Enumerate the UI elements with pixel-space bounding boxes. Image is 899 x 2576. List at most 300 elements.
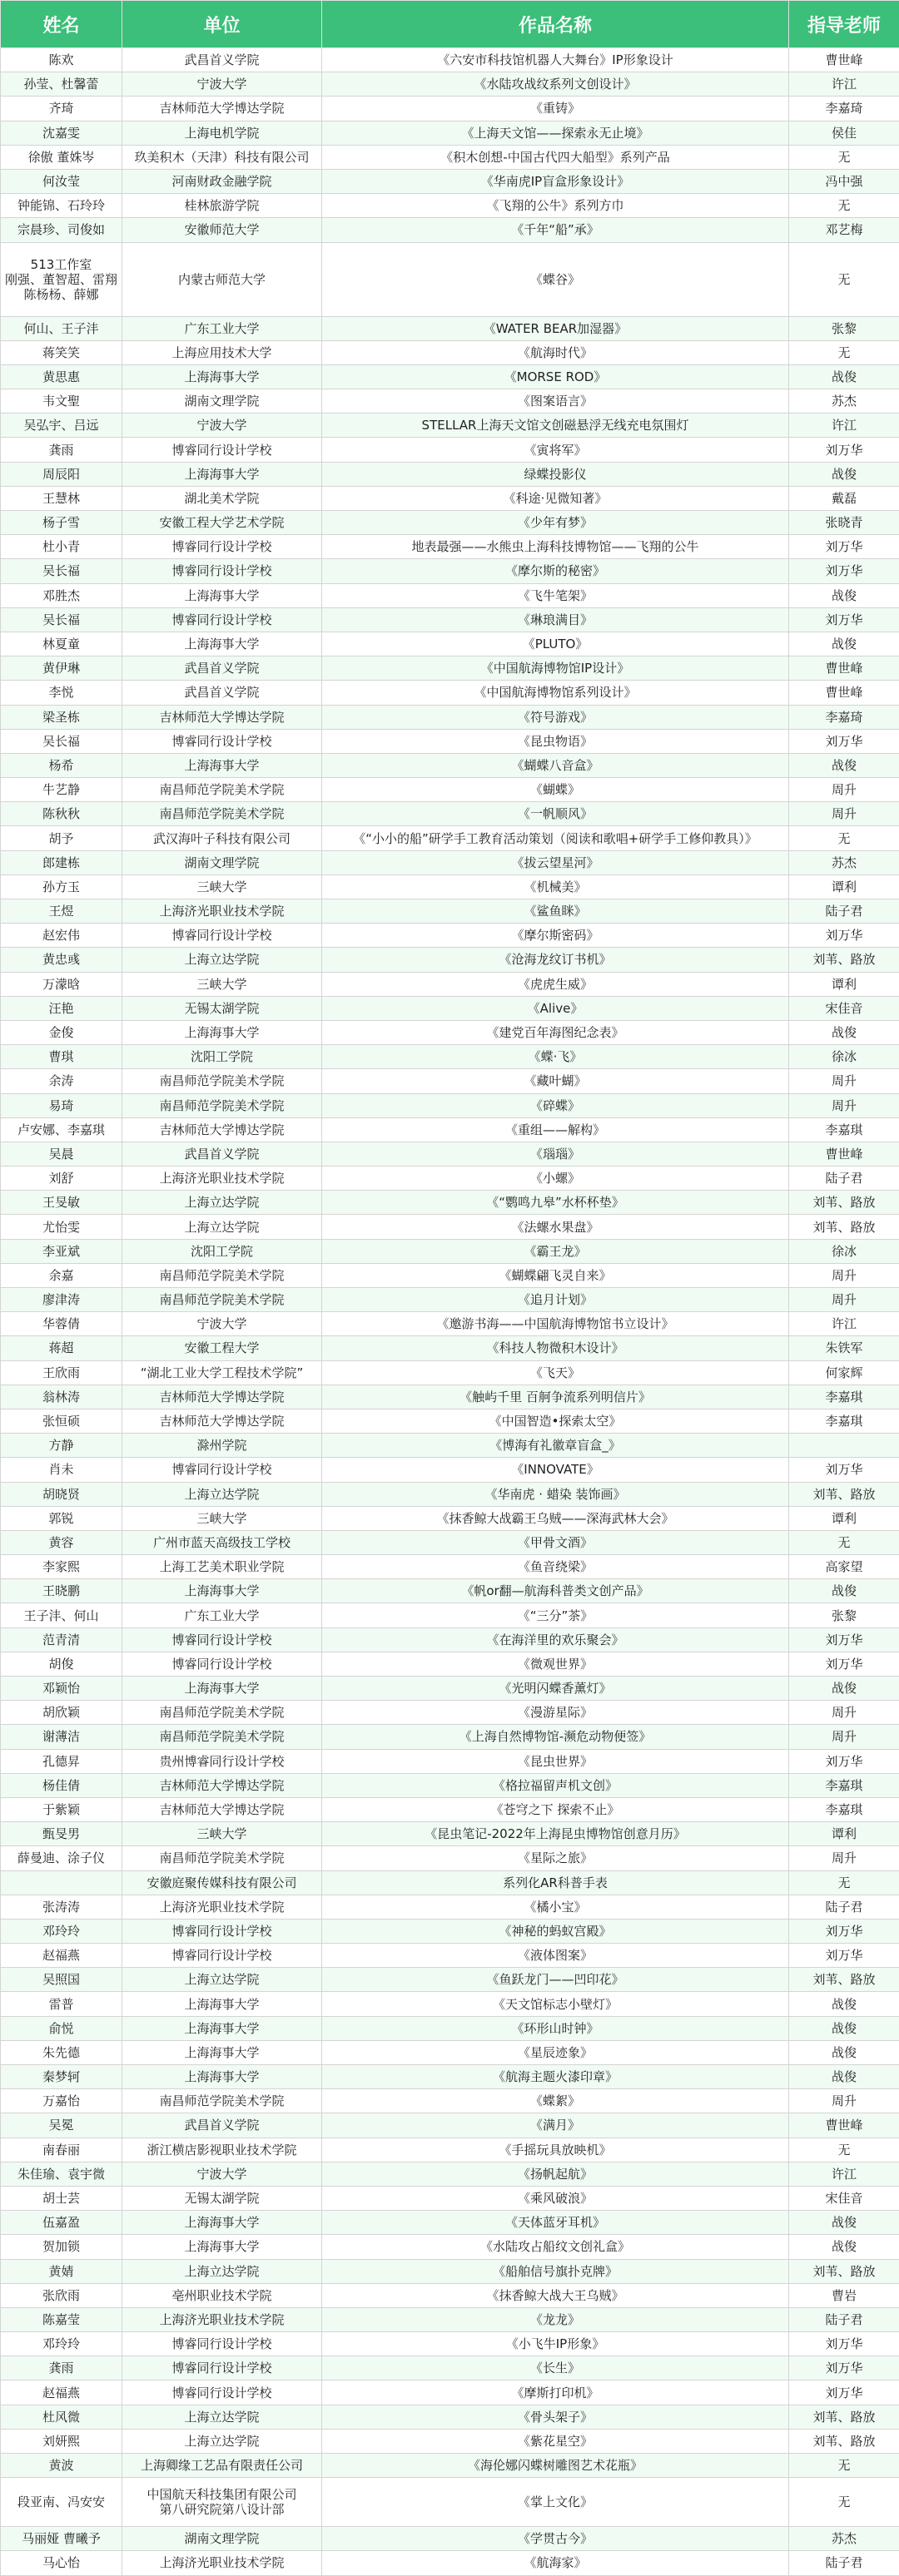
table-row [1, 948, 899, 972]
table-row [1, 972, 899, 996]
cell-work-title: 《昆虫笔记-2022年上海昆虫博物馆创意月历》 [322, 1822, 789, 1846]
cell-name: 吴晨 [1, 1142, 122, 1166]
table-row [1, 632, 899, 656]
cell-unit: 博睿同行设计学校 [122, 1652, 322, 1676]
cell-unit: 南昌师范学院美术学院 [122, 1701, 322, 1725]
cell-name: 刘舒 [1, 1167, 122, 1191]
cell-name: 何汝莹 [1, 169, 122, 193]
cell-unit: 上海济光职业技术学院 [122, 2551, 322, 2575]
cell-unit: 中国航天科技集团有限公司 第八研究院第八设计部 [122, 2478, 322, 2527]
cell-advisor: 李嘉琦 [789, 97, 899, 121]
cell-work-title: 《中国航海博物馆系列设计》 [322, 681, 789, 705]
cell-work-title: 《符号游戏》 [322, 705, 789, 729]
cell-name: 汪艳 [1, 996, 122, 1020]
cell-unit: 广州市蓝天高级技工学校 [122, 1530, 322, 1554]
cell-work-title: 《光明闪蝶香薰灯》 [322, 1677, 789, 1701]
header-unit: 单位 [122, 1, 322, 48]
cell-work-title: 《摩尔斯密码》 [322, 924, 789, 948]
cell-advisor: 刘苇、路放 [789, 1191, 899, 1215]
cell-advisor: 张黎 [789, 1603, 899, 1627]
cell-work-title: 《橘小宝》 [322, 1895, 789, 1919]
cell-work-title: 《积木创想-中国古代四大船型》系列产品 [322, 145, 789, 169]
cell-unit: 玖美积木（天津）科技有限公司 [122, 145, 322, 169]
cell-advisor: 刘苇、路放 [789, 948, 899, 972]
cell-unit: 广东工业大学 [122, 316, 322, 340]
cell-work-title: 《华南虎 · 蜡染 装饰画》 [322, 1482, 789, 1506]
cell-unit: 湖南文理学院 [122, 389, 322, 414]
cell-name: 吴冕 [1, 2113, 122, 2138]
cell-name: 余嘉 [1, 1263, 122, 1287]
cell-advisor: 曹岩 [789, 2283, 899, 2307]
cell-name: 胡欣颖 [1, 1701, 122, 1725]
cell-unit: 上海海事大学 [122, 2211, 322, 2235]
cell-advisor: 刘万华 [789, 1749, 899, 1773]
table-row [1, 1725, 899, 1749]
cell-work-title: 《格拉福留声机文创》 [322, 1773, 789, 1797]
cell-unit: 吉林师范大学博达学院 [122, 1117, 322, 1142]
table-row [1, 2356, 899, 2380]
cell-work-title: 《瑙瑙》 [322, 1142, 789, 1166]
cell-work-title: 《华南虎IP盲盒形象设计》 [322, 169, 789, 193]
cell-name: 薛曼迪、涂子仪 [1, 1846, 122, 1870]
table-row [1, 97, 899, 121]
table-row [1, 826, 899, 850]
table-row [1, 2138, 899, 2162]
cell-work-title: 绿蝶投影仪 [322, 462, 789, 486]
cell-work-title: 《MORSE ROD》 [322, 364, 789, 389]
cell-name: 王子沣、何山 [1, 1603, 122, 1627]
cell-advisor: 高家望 [789, 1555, 899, 1579]
cell-work-title: 《中国智造•探索太空》 [322, 1409, 789, 1433]
table-row [1, 1215, 899, 1239]
cell-unit: 吉林师范大学博达学院 [122, 1385, 322, 1409]
cell-name: 林夏童 [1, 632, 122, 656]
cell-work-title: 《WATER BEAR加湿器》 [322, 316, 789, 340]
cell-work-title: 《拔云望星河》 [322, 850, 789, 874]
cell-name: 黄忠彧 [1, 948, 122, 972]
cell-work-title: STELLAR上海天文馆文创磁悬浮无线充电氛围灯 [322, 414, 789, 438]
table-row [1, 2551, 899, 2575]
cell-name: 邓胜杰 [1, 583, 122, 607]
cell-advisor: 李嘉琪 [789, 1797, 899, 1821]
cell-work-title: 《小螺》 [322, 1167, 789, 1191]
cell-advisor: 刘苇、路放 [789, 2405, 899, 2429]
cell-work-title: 《科技人物微积木设计》 [322, 1336, 789, 1360]
cell-work-title: 《博海有礼徽章盲盒_》 [322, 1434, 789, 1458]
cell-name: 马心怡 [1, 2551, 122, 2575]
cell-advisor: 徐冰 [789, 1239, 899, 1263]
cell-advisor: 战俊 [789, 2235, 899, 2259]
table-row [1, 1968, 899, 1992]
cell-advisor: 战俊 [789, 1020, 899, 1044]
table-row [1, 1117, 899, 1142]
cell-advisor: 刘苇、路放 [789, 1215, 899, 1239]
cell-name: 甄旻男 [1, 1822, 122, 1846]
cell-work-title: 《蝶谷》 [322, 242, 789, 316]
cell-work-title: 《机械美》 [322, 874, 789, 899]
table-row [1, 850, 899, 874]
cell-work-title: 《学贯古今》 [322, 2527, 789, 2551]
cell-unit: 武昌首义学院 [122, 656, 322, 681]
cell-work-title: 《抹香鲸大战霸王乌贼——深海武林大会》 [322, 1506, 789, 1530]
cell-name: 宗晨珍、司俊如 [1, 218, 122, 242]
cell-advisor: 刘万华 [789, 2356, 899, 2380]
table-row [1, 2527, 899, 2551]
cell-work-title: 《长生》 [322, 2356, 789, 2380]
cell-name: 孙莹、杜馨蕾 [1, 72, 122, 97]
table-row [1, 1603, 899, 1627]
cell-unit: 湖北美术学院 [122, 486, 322, 510]
cell-name: 曹琪 [1, 1045, 122, 1069]
table-row [1, 1773, 899, 1797]
table-row [1, 1385, 899, 1409]
cell-name: 杨希 [1, 753, 122, 777]
cell-unit: 上海海事大学 [122, 1020, 322, 1044]
cell-name: 胡俊 [1, 1652, 122, 1676]
cell-unit: 上海海事大学 [122, 1992, 322, 2016]
cell-advisor: 张晓青 [789, 511, 899, 535]
cell-unit: 博睿同行设计学校 [122, 924, 322, 948]
table-row [1, 1458, 899, 1482]
cell-advisor: 陆子君 [789, 2551, 899, 2575]
header-advisor: 指导老师 [789, 1, 899, 48]
cell-unit: 上海济光职业技术学院 [122, 899, 322, 924]
cell-name: 牛艺静 [1, 778, 122, 802]
cell-work-title: 《星际之旅》 [322, 1846, 789, 1870]
cell-unit: 上海应用技术大学 [122, 340, 322, 364]
cell-work-title: 《INNOVATE》 [322, 1458, 789, 1482]
cell-unit: 上海立达学院 [122, 2259, 322, 2283]
cell-name: 陈秋秋 [1, 802, 122, 826]
cell-unit: 安徽师范大学 [122, 218, 322, 242]
cell-advisor: 李嘉琦 [789, 705, 899, 729]
cell-unit: 三峡大学 [122, 1506, 322, 1530]
cell-work-title: 《小飞牛IP形象》 [322, 2332, 789, 2356]
cell-unit: 安徽工程大学艺术学院 [122, 511, 322, 535]
table-row [1, 1409, 899, 1433]
cell-unit: 无锡太湖学院 [122, 996, 322, 1020]
cell-work-title: 《科途·见微知著》 [322, 486, 789, 510]
table-row [1, 2380, 899, 2405]
cell-advisor: 周升 [789, 1846, 899, 1870]
cell-unit: 武昌首义学院 [122, 1142, 322, 1166]
table-row [1, 1288, 899, 1312]
cell-work-title: 《昆虫物语》 [322, 729, 789, 753]
cell-advisor: 战俊 [789, 753, 899, 777]
cell-unit: 上海海事大学 [122, 632, 322, 656]
cell-advisor: 刘万华 [789, 438, 899, 462]
table-row [1, 1167, 899, 1191]
cell-unit: 南昌师范学院美术学院 [122, 802, 322, 826]
cell-work-title: 《昆虫世界》 [322, 1749, 789, 1773]
cell-advisor: 周升 [789, 2089, 899, 2113]
cell-name: 周辰阳 [1, 462, 122, 486]
cell-name: 吴长福 [1, 729, 122, 753]
cell-name: 孔德昇 [1, 1749, 122, 1773]
cell-work-title: 《触屿千里 百舸争流系列明信片》 [322, 1385, 789, 1409]
cell-name: 余涛 [1, 1069, 122, 1093]
table-row [1, 2186, 899, 2210]
table-row [1, 1627, 899, 1652]
cell-work-title: 《航海家》 [322, 2551, 789, 2575]
cell-name: 张涛涛 [1, 1895, 122, 1919]
cell-unit: 上海济光职业技术学院 [122, 2307, 322, 2331]
cell-advisor: 侯佳 [789, 121, 899, 145]
cell-name: 赵福燕 [1, 2380, 122, 2405]
table-row [1, 1555, 899, 1579]
table-row [1, 2065, 899, 2089]
table-row [1, 1822, 899, 1846]
cell-work-title: 《重铸》 [322, 97, 789, 121]
cell-name: 谢薄洁 [1, 1725, 122, 1749]
table-body [1, 48, 899, 2576]
cell-unit: 吉林师范大学博达学院 [122, 705, 322, 729]
cell-unit: 上海海事大学 [122, 1677, 322, 1701]
table-row [1, 511, 899, 535]
cell-name: 吴弘宇、吕远 [1, 414, 122, 438]
table-row [1, 364, 899, 389]
cell-advisor: 战俊 [789, 2040, 899, 2064]
table-row [1, 2211, 899, 2235]
cell-work-title: 《掌上文化》 [322, 2478, 789, 2527]
cell-name: 梁圣栋 [1, 705, 122, 729]
cell-advisor: 刘万华 [789, 729, 899, 753]
cell-advisor: 刘苇、路放 [789, 2429, 899, 2453]
cell-name: 易琦 [1, 1093, 122, 1117]
cell-unit: 吉林师范大学博达学院 [122, 1797, 322, 1821]
table-row [1, 874, 899, 899]
cell-advisor: 曹世峰 [789, 681, 899, 705]
cell-advisor: 曹世峰 [789, 1142, 899, 1166]
cell-work-title: 《扬帆起航》 [322, 2162, 789, 2186]
cell-work-title: 《飞牛笔架》 [322, 583, 789, 607]
cell-work-title: 《环形山时钟》 [322, 2016, 789, 2040]
cell-advisor: 谭利 [789, 874, 899, 899]
cell-unit: 上海卿缘工艺品有限责任公司 [122, 2454, 322, 2478]
cell-name: 廖津涛 [1, 1288, 122, 1312]
cell-advisor: 战俊 [789, 1579, 899, 1603]
cell-unit: 无锡太湖学院 [122, 2186, 322, 2210]
cell-name: 方静 [1, 1434, 122, 1458]
cell-unit: 宁波大学 [122, 2162, 322, 2186]
table-row [1, 2016, 899, 2040]
cell-name [1, 1870, 122, 1895]
cell-name: 钟能锦、石玲玲 [1, 194, 122, 218]
table-row [1, 2478, 899, 2527]
cell-unit: 上海立达学院 [122, 2429, 322, 2453]
cell-name: 王欣雨 [1, 1360, 122, 1385]
cell-unit: 博睿同行设计学校 [122, 438, 322, 462]
table-row [1, 414, 899, 438]
cell-unit: 沈阳工学院 [122, 1045, 322, 1069]
cell-name: 杜风微 [1, 2405, 122, 2429]
cell-unit: 三峡大学 [122, 972, 322, 996]
cell-advisor: 周升 [789, 1701, 899, 1725]
cell-work-title: 《上海天文馆——探索永无止境》 [322, 121, 789, 145]
table-row [1, 778, 899, 802]
cell-unit: 浙江横店影视职业技术学院 [122, 2138, 322, 2162]
cell-name: 齐琦 [1, 97, 122, 121]
cell-work-title: 《星辰迹象》 [322, 2040, 789, 2064]
cell-advisor: 李嘉琪 [789, 1117, 899, 1142]
table-row [1, 1434, 899, 1458]
cell-name: 黄波 [1, 2454, 122, 2478]
table-row [1, 1191, 899, 1215]
cell-advisor: 李嘉琪 [789, 1385, 899, 1409]
table-row [1, 72, 899, 97]
cell-advisor: 刘万华 [789, 1944, 899, 1968]
cell-unit: 湖南文理学院 [122, 850, 322, 874]
cell-work-title: 《沧海龙纹订书机》 [322, 948, 789, 972]
cell-work-title: 《千年“船”承》 [322, 218, 789, 242]
cell-unit: 滁州学院 [122, 1434, 322, 1458]
cell-work-title: 《骨头架子》 [322, 2405, 789, 2429]
cell-unit: 上海海事大学 [122, 2235, 322, 2259]
cell-name: 尤怡雯 [1, 1215, 122, 1239]
cell-unit: 博睿同行设计学校 [122, 607, 322, 632]
cell-advisor: 谭利 [789, 972, 899, 996]
cell-unit: 三峡大学 [122, 1822, 322, 1846]
table-row [1, 559, 899, 583]
table-row [1, 535, 899, 559]
cell-name: 刘妍熙 [1, 2429, 122, 2453]
cell-work-title: 《藏叶蝴》 [322, 1069, 789, 1093]
cell-unit: 南昌师范学院美术学院 [122, 778, 322, 802]
cell-unit: 武汉海叶子科技有限公司 [122, 826, 322, 850]
cell-name: 朱佳瑜、袁宇微 [1, 2162, 122, 2186]
cell-advisor: 戴磊 [789, 486, 899, 510]
cell-work-title: 《甲骨文酒》 [322, 1530, 789, 1554]
table-row [1, 924, 899, 948]
cell-work-title: 《少年有梦》 [322, 511, 789, 535]
cell-advisor: 刘万华 [789, 2332, 899, 2356]
cell-advisor: 周升 [789, 1725, 899, 1749]
cell-unit: 安徽庭聚传媒科技有限公司 [122, 1870, 322, 1895]
cell-unit: 河南财政金融学院 [122, 169, 322, 193]
cell-name: 杨佳倩 [1, 1773, 122, 1797]
cell-name: 徐傲 董姝岑 [1, 145, 122, 169]
cell-name: 513工作室 刚强、董智超、雷翔 陈杨杨、薛娜 [1, 242, 122, 316]
table-row [1, 1142, 899, 1166]
cell-work-title: 《“鹦鸣九皋”水杯杯垫》 [322, 1191, 789, 1215]
cell-name: 王旻敏 [1, 1191, 122, 1215]
cell-advisor: 周升 [789, 1069, 899, 1093]
cell-work-title: 《图案语言》 [322, 389, 789, 414]
cell-work-title: 《苍穹之下 探索不止》 [322, 1797, 789, 1821]
cell-name: 杨子雪 [1, 511, 122, 535]
cell-work-title: 《乘风破浪》 [322, 2186, 789, 2210]
table-row [1, 1677, 899, 1701]
cell-unit: 三峡大学 [122, 874, 322, 899]
cell-work-title: 《Alive》 [322, 996, 789, 1020]
cell-unit: 上海济光职业技术学院 [122, 1167, 322, 1191]
table-row [1, 1263, 899, 1287]
cell-advisor: 战俊 [789, 632, 899, 656]
cell-unit: 宁波大学 [122, 1312, 322, 1336]
cell-advisor: 苏杰 [789, 850, 899, 874]
cell-advisor: 周升 [789, 1263, 899, 1287]
cell-unit: 南昌师范学院美术学院 [122, 1093, 322, 1117]
cell-advisor: 刘万华 [789, 2380, 899, 2405]
cell-unit: 上海立达学院 [122, 2405, 322, 2429]
cell-advisor: 曹世峰 [789, 48, 899, 72]
cell-advisor [789, 1434, 899, 1458]
table-row [1, 1846, 899, 1870]
cell-advisor: 无 [789, 2138, 899, 2162]
cell-name: 金俊 [1, 1020, 122, 1044]
cell-unit: 武昌首义学院 [122, 2113, 322, 2138]
cell-name: 王煜 [1, 899, 122, 924]
cell-unit: 上海海事大学 [122, 2040, 322, 2064]
cell-unit: 广东工业大学 [122, 1603, 322, 1627]
cell-unit: 上海电机学院 [122, 121, 322, 145]
table-row [1, 1992, 899, 2016]
cell-advisor: 许江 [789, 414, 899, 438]
cell-unit: 上海海事大学 [122, 1579, 322, 1603]
table-row [1, 656, 899, 681]
table-row [1, 389, 899, 414]
cell-work-title: 《鱼音绕梁》 [322, 1555, 789, 1579]
cell-unit: 上海立达学院 [122, 1215, 322, 1239]
table-row [1, 1919, 899, 1943]
table-row [1, 462, 899, 486]
cell-advisor: 刘万华 [789, 1919, 899, 1943]
cell-advisor: 陆子君 [789, 1895, 899, 1919]
cell-unit: 沈阳工学院 [122, 1239, 322, 1263]
cell-advisor: 谭利 [789, 1822, 899, 1846]
cell-name: 黄伊琳 [1, 656, 122, 681]
cell-name: 贺加锁 [1, 2235, 122, 2259]
table-row [1, 583, 899, 607]
cell-name: 万濛晗 [1, 972, 122, 996]
table-row [1, 705, 899, 729]
cell-advisor: 宋佳音 [789, 996, 899, 1020]
cell-unit: 湖南文理学院 [122, 2527, 322, 2551]
cell-name: 李家熙 [1, 1555, 122, 1579]
table-row [1, 1360, 899, 1385]
cell-name: 吴长福 [1, 607, 122, 632]
cell-name: 何山、王子沣 [1, 316, 122, 340]
table-row [1, 194, 899, 218]
cell-work-title: 《航海时代》 [322, 340, 789, 364]
table-row [1, 1020, 899, 1044]
table-row [1, 1701, 899, 1725]
cell-work-title: 《鱼跃龙门——凹印花》 [322, 1968, 789, 1992]
cell-name: 王晓鹏 [1, 1579, 122, 1603]
cell-work-title: 《建党百年海图纪念表》 [322, 1020, 789, 1044]
cell-advisor: 无 [789, 1530, 899, 1554]
cell-name: 范青清 [1, 1627, 122, 1652]
cell-advisor: 周升 [789, 778, 899, 802]
cell-name: 黄婧 [1, 2259, 122, 2283]
table-row [1, 2259, 899, 2283]
table-row [1, 1239, 899, 1263]
cell-work-title: 《紫花星空》 [322, 2429, 789, 2453]
cell-name: 邓颖怡 [1, 1677, 122, 1701]
table-row [1, 2332, 899, 2356]
cell-unit: 上海海事大学 [122, 364, 322, 389]
cell-work-title: 《追月计划》 [322, 1288, 789, 1312]
cell-unit: 南昌师范学院美术学院 [122, 1846, 322, 1870]
cell-unit: 上海济光职业技术学院 [122, 1895, 322, 1919]
cell-unit: 南昌师范学院美术学院 [122, 1263, 322, 1287]
cell-work-title: 《“小小的船”研学手工教育活动策划（阅读和歌唱+研学手工修仰教具）》 [322, 826, 789, 850]
table-row [1, 2307, 899, 2331]
table-row [1, 1506, 899, 1530]
cell-work-title: 《邀游书海——中国航海博物馆书立设计》 [322, 1312, 789, 1336]
cell-work-title: 《航海主题火漆印章》 [322, 2065, 789, 2089]
cell-unit: 上海海事大学 [122, 2065, 322, 2089]
